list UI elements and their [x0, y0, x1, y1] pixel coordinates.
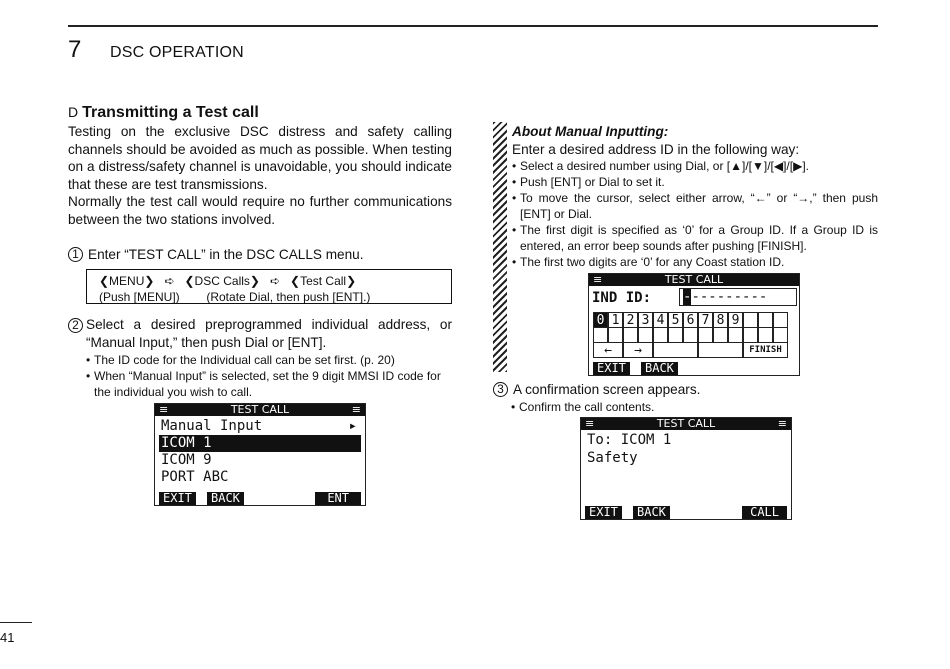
intro-p2: Normally the test call would require no further communications between the two stations involved. [68, 194, 452, 227]
digit-key[interactable]: 0 [593, 312, 608, 328]
digit-key[interactable]: 6 [683, 312, 698, 328]
about-bullet: • Push [ENT] or Dial to set it. [512, 174, 878, 190]
lcd-list-item-selected[interactable]: ICOM 1 [159, 435, 361, 452]
lcd-title: TEST CALL [656, 417, 716, 430]
menu-path: ❮MENU❯ ➪ ❮DSC Calls❯ ➪ ❮Test Call❯ [99, 274, 357, 288]
lcd-list-item[interactable]: PORT ABC [161, 469, 229, 485]
step3-text: A confirmation screen appears. [513, 382, 701, 397]
right-arrow-key[interactable]: → [623, 342, 653, 358]
lcd-title: TEST CALL [230, 403, 290, 416]
digit-key[interactable]: 7 [698, 312, 713, 328]
step2-text: Select a desired preprogrammed individual address, or “Manual Input,” then push Dial or [ENT]. [86, 317, 452, 350]
step2-bullet: • The ID code for the Individual call can be set first. (p. 20) [86, 352, 452, 368]
back-softkey[interactable]: BACK [633, 506, 670, 519]
ent-softkey[interactable]: ENT [315, 492, 361, 505]
menu-icon: ≡ [777, 417, 787, 430]
exit-softkey[interactable]: EXIT [585, 506, 622, 519]
blank-key [758, 312, 773, 328]
blank-key [698, 327, 713, 343]
blank-key [743, 327, 758, 343]
step2-bullet: • When “Manual Input” is selected, set the 9 digit MMSI ID code for the individual you wish to call. [86, 368, 452, 400]
section-marker: D [68, 104, 79, 120]
digit-key[interactable]: 1 [608, 312, 623, 328]
digit-key[interactable]: 5 [668, 312, 683, 328]
step2-number: 2 [68, 318, 83, 333]
ind-id-value: --------- [691, 289, 768, 305]
blank-key [713, 327, 728, 343]
blank-key [728, 327, 743, 343]
blank-key [608, 327, 623, 343]
lcd-list-item[interactable]: ICOM 9 [161, 452, 212, 468]
step1-number: 1 [68, 247, 83, 262]
confirm-to: To: ICOM 1 [587, 432, 672, 448]
menu-icon: ≡ [585, 417, 595, 430]
blank-key [638, 327, 653, 343]
about-title: About Manual Inputting: [512, 124, 669, 139]
step1 [68, 246, 452, 264]
chapter-number: 7 [68, 36, 82, 63]
step2 [68, 316, 452, 400]
back-softkey[interactable]: BACK [207, 492, 244, 505]
blank-key [593, 327, 608, 343]
blank-key [698, 342, 743, 358]
chapter-title: DSC OPERATION [110, 44, 244, 61]
step3-number: 3 [493, 382, 508, 397]
lcd-screen-select [154, 403, 366, 506]
lcd-list-item-label: Manual Input [161, 418, 263, 434]
lcd-screen-confirm [580, 417, 792, 520]
intro-text [68, 123, 452, 228]
digit-key[interactable]: 3 [638, 312, 653, 328]
back-softkey[interactable]: BACK [641, 362, 678, 375]
call-softkey[interactable]: CALL [742, 506, 787, 519]
step3 [493, 381, 877, 415]
left-arrow-key[interactable]: ← [593, 342, 623, 358]
note-hatch-bar [493, 122, 507, 372]
intro-p1: Testing on the exclusive DSC distress and safety calling channels should be avoided as much as possible. When testing on a distress/safety channel is unavoidable, you should indicate that these are test transmissions. [68, 124, 452, 192]
about-bullet: • The first digit is specified as ‘0’ for a Group ID. If a Group ID is entered, an error beep sounds after pushing [FINISH]. [512, 222, 878, 254]
blank-key [623, 327, 638, 343]
header-rule [68, 25, 878, 27]
blank-key [773, 327, 788, 343]
lcd-title-bar [589, 274, 799, 286]
menu-path-hint: (Push [MENU]) (Rotate Dial, then push [ENT].) [99, 290, 371, 304]
blank-key [653, 327, 668, 343]
blank-key [743, 312, 758, 328]
cursor: - [683, 289, 692, 305]
lcd-screen-ind-id [588, 273, 800, 376]
about-manual-input [512, 123, 878, 270]
blank-key [758, 327, 773, 343]
lcd-title-bar [155, 404, 365, 416]
digit-key[interactable]: 2 [623, 312, 638, 328]
exit-softkey[interactable]: EXIT [593, 362, 630, 375]
about-lead: Enter a desired address ID in the following way: [512, 141, 800, 157]
digit-key[interactable]: 9 [728, 312, 743, 328]
about-bullet: • Select a desired number using Dial, or [▲]/[▼]/[◀]/[▶]. [512, 158, 878, 174]
arrow-right-icon: ▸ [348, 418, 357, 434]
footer-rule [0, 622, 32, 623]
confirm-category: Safety [587, 450, 638, 466]
about-bullet: • To move the cursor, select either arrow, “←” or “→,” then push [ENT] or Dial. [512, 190, 878, 222]
blank-key [683, 327, 698, 343]
lcd-list-item[interactable] [159, 418, 361, 435]
menu-path-box [86, 269, 452, 304]
page-number: 41 [0, 630, 15, 645]
menu-icon: ≡ [159, 403, 169, 416]
digit-key[interactable]: 4 [653, 312, 668, 328]
lcd-title: TEST CALL [664, 273, 724, 286]
digit-key[interactable]: 8 [713, 312, 728, 328]
ind-id-field[interactable] [679, 288, 797, 306]
exit-softkey[interactable]: EXIT [159, 492, 196, 505]
section-title [68, 104, 259, 122]
blank-key [773, 312, 788, 328]
blank-key [653, 342, 698, 358]
about-bullet: • The first two digits are ‘0’ for any Coast station ID. [512, 254, 878, 270]
menu-icon: ≡ [593, 273, 603, 286]
ind-id-label: IND ID: [592, 290, 652, 306]
section-title-text: Transmitting a Test call [82, 104, 259, 121]
lcd-title-bar [581, 418, 791, 430]
finish-key[interactable]: FINISH [743, 342, 788, 358]
menu-icon: ≡ [351, 403, 361, 416]
blank-key [668, 327, 683, 343]
step3-bullet: • Confirm the call contents. [511, 399, 877, 415]
step1-text: Enter “TEST CALL” in the DSC CALLS menu. [88, 247, 364, 262]
